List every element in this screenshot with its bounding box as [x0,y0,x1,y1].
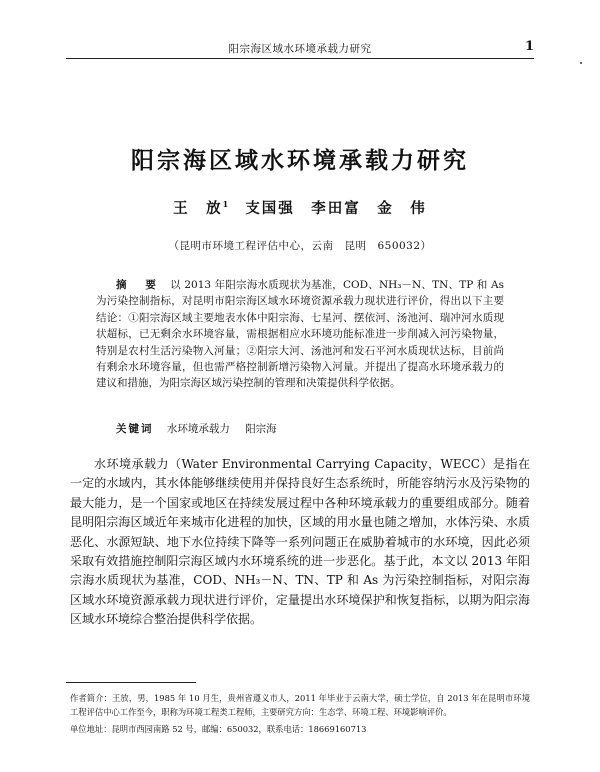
page-number: 1 [524,39,534,54]
keywords [116,421,289,436]
footnote-address: 单位地址：昆明市西园南路 52 号，邮编：650032，联系电话：18669160713 [70,724,367,734]
keywords-label: 关键词 [116,423,154,435]
keyword-item: 水环境承载力 [166,423,230,435]
keyword-item: 阳宗海 [245,423,277,435]
author-list [0,197,600,218]
author-others: 支国强 李田富 金 伟 [245,200,427,217]
running-header [66,38,534,59]
scan-speck [580,62,582,64]
affiliation: （昆明市环境工程评估中心，云南 昆明 650032） [168,240,432,252]
footnote-divider [66,682,196,683]
author-first-superscript: 1 [222,199,229,210]
author-first: 王 放 [173,200,223,217]
footnote-author-intro: 作者简介：王放，男，1985 年 10 月生，贵州省遵义市人，2011 年毕业于云南大学，硕士学位，自 2013 年在昆明市环境工程评估中心工作至今，职称为环境工程类工程师，主要研究方向：生态学、环境工程、环境影响评价。 [70,693,530,717]
abstract [96,277,504,392]
running-title: 阳宗海区域水环境承载力研究 [228,43,372,55]
footnotes [70,692,530,737]
abstract-label: 摘 要 [116,279,161,291]
abstract-text: 以 2013 年阳宗海水质现状为基准，COD、NH₃－N、TN、TP 和 As 为污染控制指标，对昆明市阳宗海区域水环境资源承载力现状进行评价，得出以下主要结论：①阳宗海区域主要地表水体中阳宗海、七星河、摆依河、汤池河、瑞冲河水质现状超标，已无剩余水环境容量，需根据相应水环境功能标准进一步削减入河污染物量，特别是农村生活污染物入河量；②阳宗大河、汤池河和发石平河水质现状达标，目前尚有剩余水环境容量，但也需严格控制新增污染物入河量。并提出了提高水环境承载力的建议和措施，为阳宗海区域污染控制的管理和决策提供科学依据。 [96,279,505,390]
body-paragraph: 水环境承载力（Water Environmental Carrying Capacity，WECC）是指在一定的水域内，其水体能够继续使用并保持良好生态系统时，所能容纳污水及污染物的最大能力，是一个国家或地区在持续发展过程中各种环境承载力的重要组成部分。随着昆明阳宗海区域近年来城市化进程的加快，区域的用水量也随之增加，水体污染、水质恶化、水源短缺、地下水位持续下降等一系列问题正在威胁着城市的水环境，因此必须采取有效措施控制阳宗海区域内水环境系统的进一步恶化。基于此，本文以 2013 年阳宗海水质现状为基准，COD、NH₃－N、TN、TP 和 As 为污染控制指标，对阳宗海区域水环境资源承载力现状进行评价，定量提出水环境保护和恢复指标，以期为阳宗海区域水环境综合整治提供科学依据。 [70,457,530,627]
paper-title: 阳宗海区域水环境承载力研究 [131,147,469,174]
